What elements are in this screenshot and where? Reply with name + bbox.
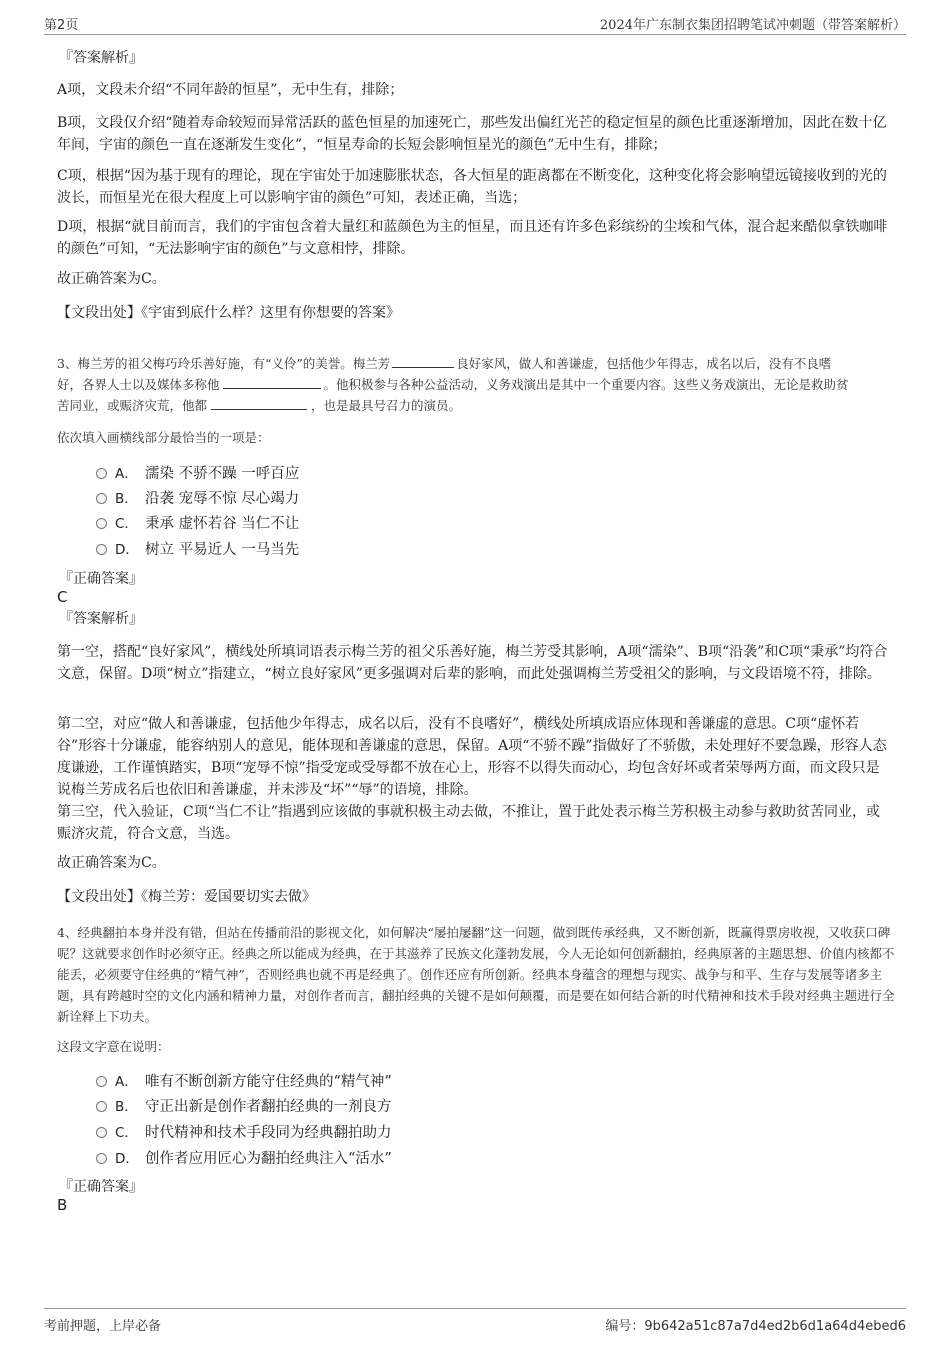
q2-source: 【文段出处】《宇宙到底什么样？这里有你想要的答案》 <box>57 305 400 321</box>
footer-slogan: 考前押题，上岸必备 <box>44 1319 162 1334</box>
q4-prompt: 这段文字意在说明： <box>57 1039 170 1054</box>
q2-analysis-label: 『答案解析』 <box>59 50 143 66</box>
q2-analysis-a: A项，文段未介绍“不同年龄的恒星”，无中生有，排除； <box>57 82 404 98</box>
q3-source: 【文段出处】《梅兰芳：爱国要切实去做》 <box>57 889 316 905</box>
radio-icon[interactable] <box>96 1076 107 1087</box>
q3-prompt: 依次填入画横线部分最恰当的一项是： <box>57 430 270 445</box>
q4-correct-answer: B <box>57 1196 68 1214</box>
q2-analysis-c: C项，根据“因为基于现有的理论，现在宇宙处于加速膨胀状态，各大恒星的距离都在不断变化，这种变化将会影响望远镜接收到的光的波长，而恒星光在很大程度上可以影响宇宙的颜色”可知，表述正确，当选； <box>57 168 887 206</box>
radio-icon[interactable] <box>96 1101 107 1112</box>
radio-icon[interactable] <box>96 518 107 529</box>
q2-analysis-b: B项，文段仅介绍“随着寿命较短而异常活跃的蓝色恒星的加速死亡，那些发出偏红光芒的稳定恒星的颜色比重逐渐增加，因此在数十亿年间，宇宙的颜色一直在逐渐发生变化”，“恒星寿命的长短会影响恒星光的颜色”无中生有，排除； <box>57 115 887 153</box>
q4-correct-label: 『正确答案』 <box>59 1179 143 1195</box>
radio-icon[interactable] <box>96 1153 107 1164</box>
q4-option-c[interactable]: C． 时代精神和技术手段同为经典翻拍助力 <box>96 1122 392 1144</box>
blank-2 <box>223 376 321 389</box>
q3-option-b[interactable]: B． 沿袭 宠辱不惊 尽心竭力 <box>96 488 299 510</box>
q3-analysis-2: 第二空，对应“做人和善谦虚，包括他少年得志，成名以后，没有不良嗜好”，横线处所填成语应体现和善谦虚的意思。C项“虚怀若谷”形容十分谦虚，能容纳别人的意见，能体现和善谦虚的意思，保留。A项“不骄不躁”指做好了不骄傲，未处理好不要急躁，形容人态度谦逊，工作谨慎踏实，B项“宠辱不惊”指受宠或受辱都不放在心上，形容不以得失而动心，均包含好坏或者荣辱两方面，而文段只是说梅兰芳成名后也依旧和善谦虚，并未涉及“坏”“辱”的语境，排除。 <box>57 716 887 798</box>
q3-option-d[interactable]: D． 树立 平易近人 一马当先 <box>96 539 299 561</box>
q2-analysis-d: D项，根据“就目前而言，我们的宇宙包含着大量红和蓝颜色为主的恒星，而且还有许多色彩缤纷的尘埃和气体，混合起来酷似拿铁咖啡的颜色”可知，“无法影响宇宙的颜色”与文意相悖，排除。 <box>57 219 888 257</box>
radio-icon[interactable] <box>96 493 107 504</box>
q4-option-d[interactable]: D． 创作者应用匠心为翻拍经典注入“活水” <box>96 1148 392 1170</box>
q4-option-a[interactable]: A． 唯有不断创新方能守住经典的“精气神” <box>96 1071 392 1093</box>
q3-conclusion: 故正确答案为C。 <box>57 855 166 871</box>
page-footer <box>44 1308 906 1335</box>
page-number: 第2页 <box>44 18 79 33</box>
radio-icon[interactable] <box>96 468 107 479</box>
blank-1 <box>392 355 454 368</box>
q2-conclusion: 故正确答案为C。 <box>57 271 166 287</box>
q3-analysis-label: 『答案解析』 <box>59 611 143 627</box>
q4-option-b[interactable]: B． 守正出新是创作者翻拍经典的一剂良方 <box>96 1096 392 1118</box>
q3-option-c[interactable]: C． 秉承 虚怀若谷 当仁不让 <box>96 513 299 535</box>
document-code: 编号：9b642a51c87a7d4ed2b6d1a64d4ebed6 <box>605 1319 906 1334</box>
document-title: 2024年广东制衣集团招聘笔试冲刺题（带答案解析） <box>599 18 906 33</box>
q4-stem: 4、经典翻拍本身并没有错，但站在传播前沿的影视文化，如何解决“屡拍屡翻”这一问题，做到既传承经典，又不断创新，既赢得票房收视，又收获口碑呢？这就要求创作时必须守正。经典之所以能成为经典，在于其滋养了民族文化蓬勃发展，今人无论如何创新翻拍，经典原著的主题思想、价值内核都不能丢，必须要守住经典的“精气神”，否则经典也就不再是经典了。创作还应有所创新。经典本身蕴含的理想与现实、战争与和平、生存与发展等诸多主题，具有跨越时空的文化内涵和精神力量，对创作者而言，翻拍经典的关键不是如何颠覆，而是要在如何结合新的时代精神和技术手段对经典主题进行全新诠释上下功夫。 <box>57 925 895 1024</box>
q3-analysis-3: 第三空，代入验证，C项“当仁不让”指遇到应该做的事就积极主动去做，不推让，置于此处表示梅兰芳积极主动参与救助贫苦同业，或赈济灾荒，符合文意，当选。 <box>57 804 881 842</box>
radio-icon[interactable] <box>96 1127 107 1138</box>
q3-analysis-1: 第一空，搭配“良好家风”，横线处所填词语表示梅兰芳的祖父乐善好施，梅兰芳受其影响，A项“濡染”、B项“沿袭”和C项“秉承”均符合文意，保留。D项“树立”指建立，“树立良好家风”更多强调对后辈的影响，而此处强调梅兰芳受祖父的影响，与文段语境不符，排除。 <box>57 644 888 682</box>
radio-icon[interactable] <box>96 544 107 555</box>
q3-correct-label: 『正确答案』 <box>59 571 143 587</box>
blank-3 <box>211 397 307 410</box>
q3-option-a[interactable]: A． 濡染 不骄不躁 一呼百应 <box>96 463 299 485</box>
q3-correct-answer: C <box>57 588 68 606</box>
page-header <box>44 12 906 35</box>
q3-stem: 3、梅兰芳的祖父梅巧玲乐善好施，有“义伶”的美誉。梅兰芳 良好家风，做人和善谦虚，包括他少年得志，成名以后，没有不良嗜 好，各界人士以及媒体多称他 。他积极参与各种公益活动，义务戏演出是其中一个重要内容。这些义务戏演出，无论是救助贫 苦同业，或赈济灾荒，他都 ，也是最具号召力的演员。 <box>57 356 849 413</box>
